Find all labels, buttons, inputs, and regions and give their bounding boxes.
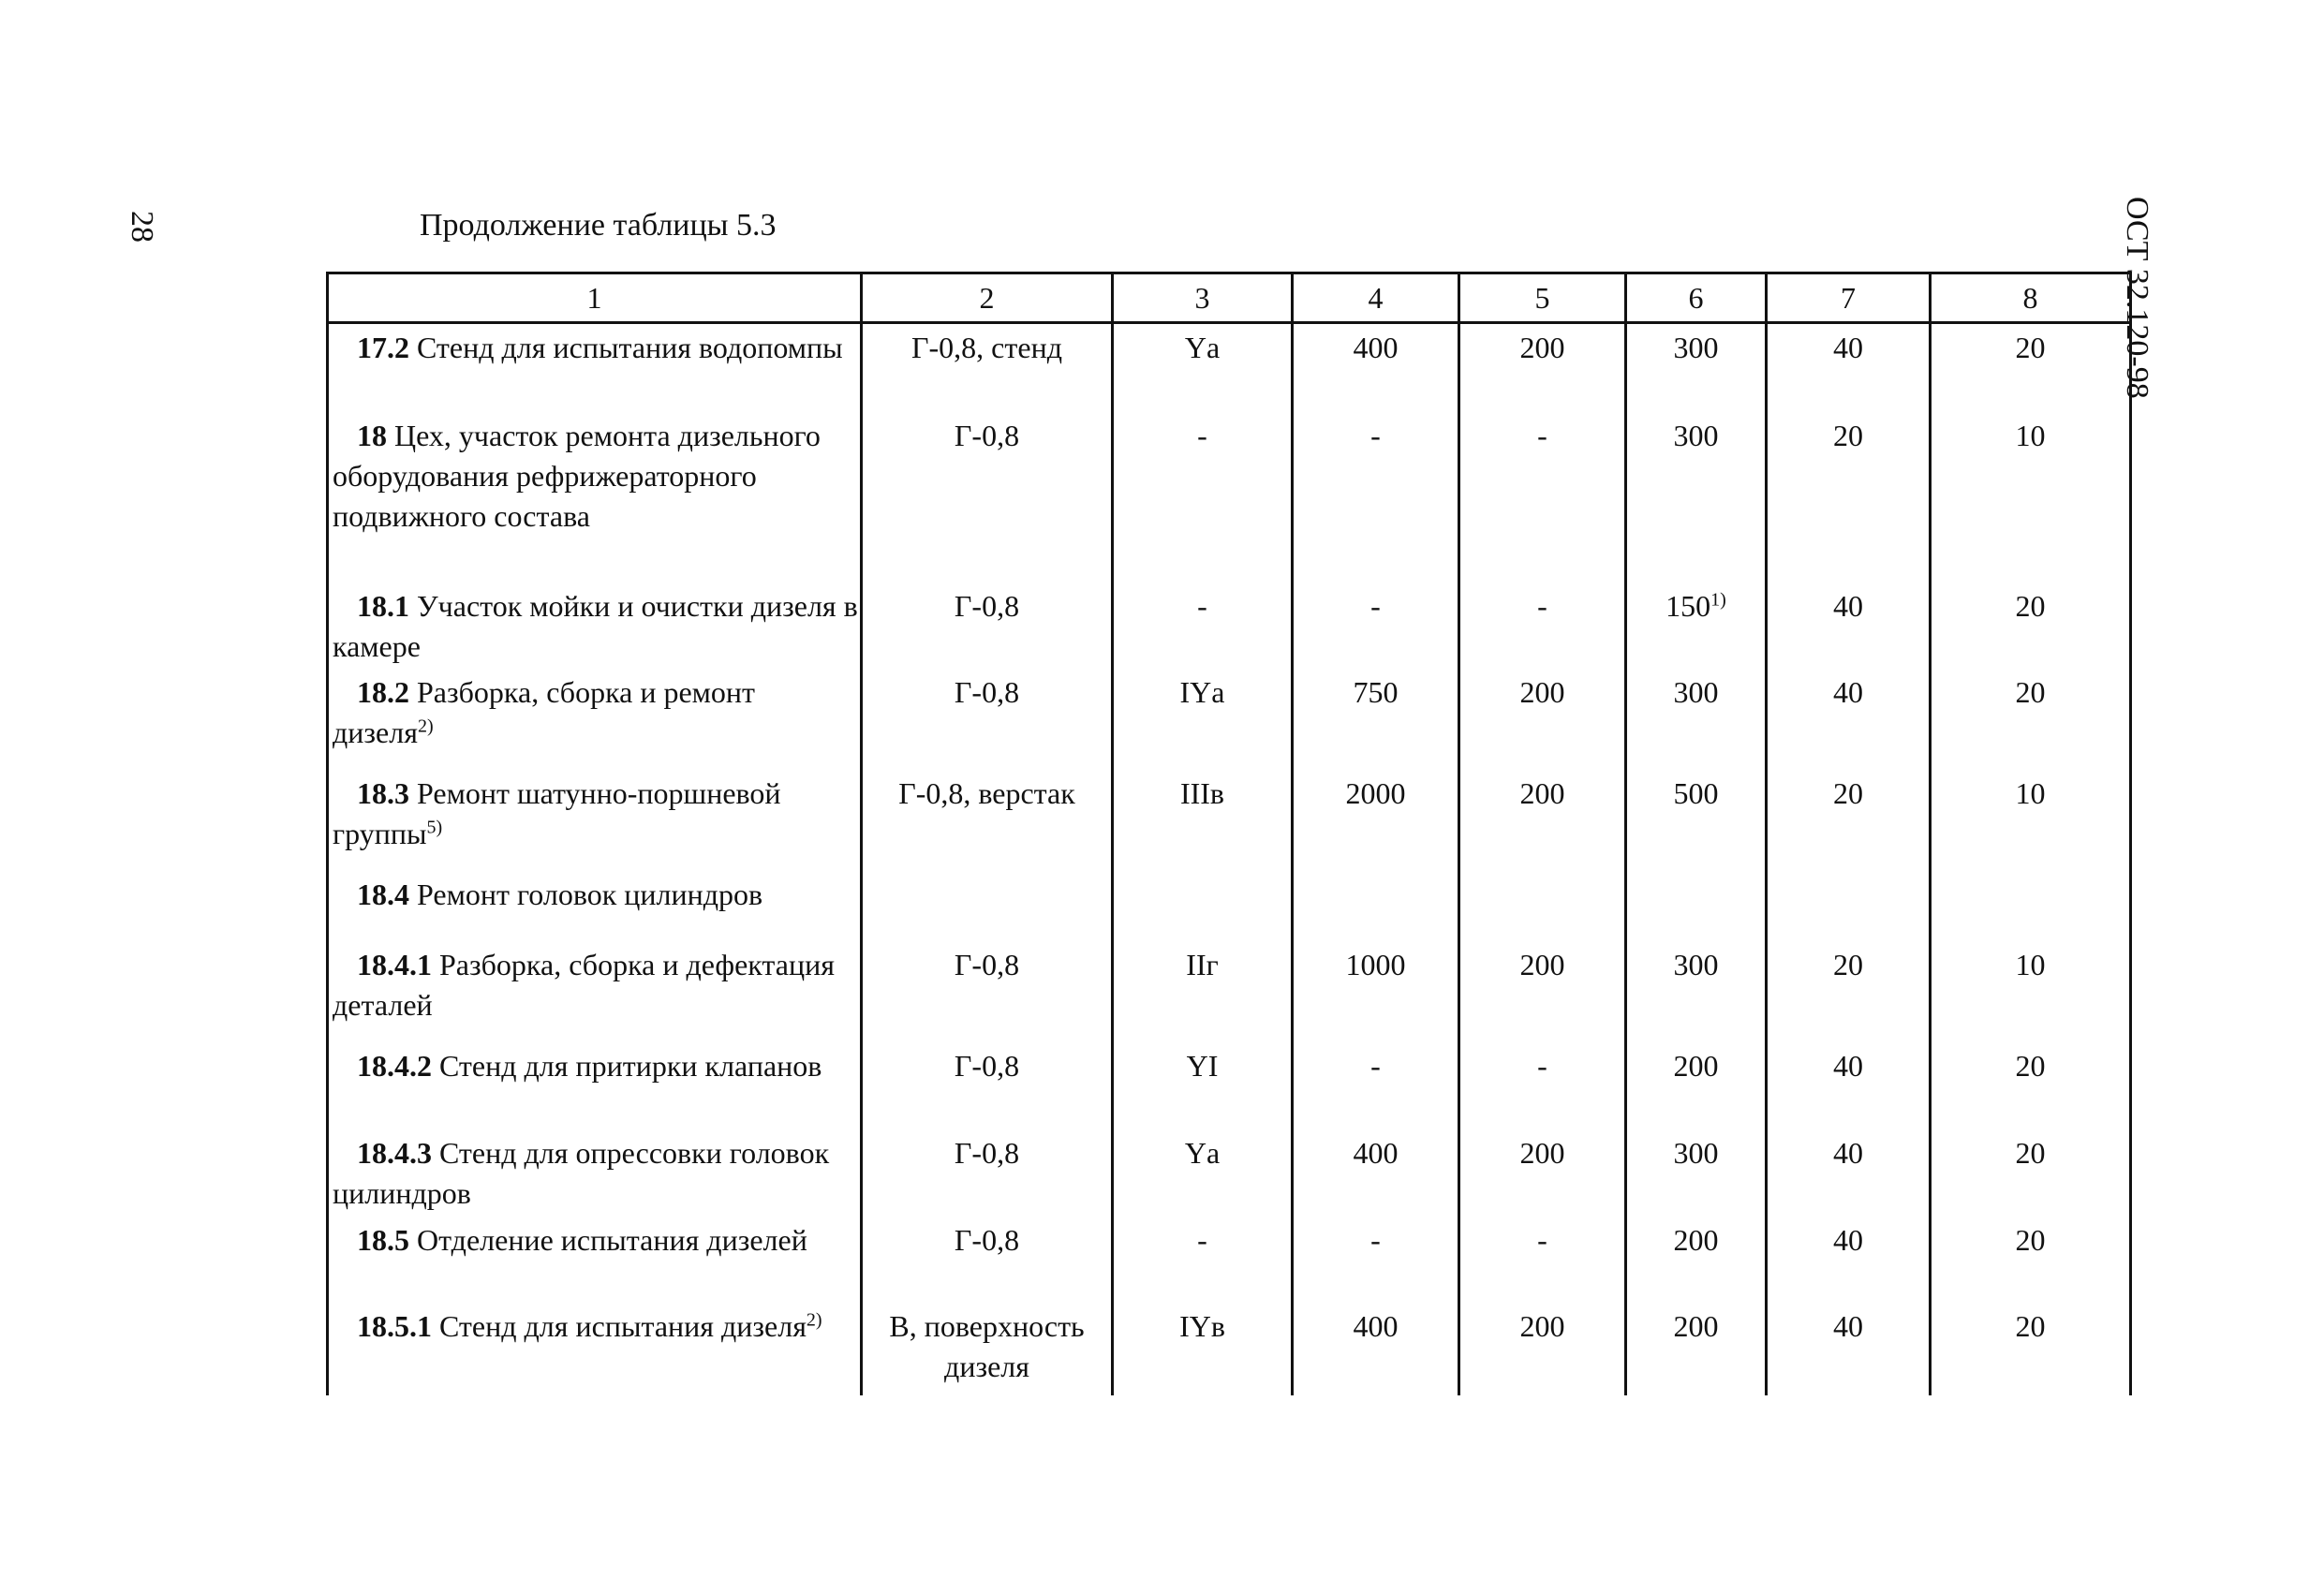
cell: 2000 [1293,770,1459,871]
table-row [328,323,2131,412]
cell: 400 [1293,1303,1459,1396]
row-name-cell [328,1217,862,1303]
cell-value: 300 [1673,674,1719,709]
column-header: 7 [1767,273,1931,323]
row-name-cell [328,871,862,941]
table-header-row [328,273,2131,323]
cell: 40 [1767,323,1931,412]
column-header: 1 [328,273,862,323]
cell: - [1293,1217,1459,1303]
row-title: Ремонт головок цилиндров [417,877,763,911]
cell [1626,669,1767,770]
row-title: Отделение испытания дизелей [417,1222,807,1257]
cell [1626,1129,1767,1217]
table-row [328,1217,2131,1303]
cell: 20 [1931,323,2131,412]
cell-value: 150 [1665,588,1711,623]
cell: 40 [1767,1217,1931,1303]
cell: 40 [1767,1042,1931,1129]
row-number: 17.2 [357,331,409,364]
document-code: ОСТ 32.120-98 [2120,197,2154,399]
row-title: Участок мойки и очистки дизеля в камере [333,588,858,663]
cell: 200 [1459,323,1626,412]
cell: 200 [1459,770,1626,871]
cell: - [1459,1217,1626,1303]
row-number: 18.5.1 [357,1308,432,1343]
row-number: 18.1 [357,588,409,623]
cell: 200 [1459,941,1626,1042]
cell: Г-0,8, верстак [862,770,1113,871]
table-row [328,941,2131,1042]
cell: IIIв [1113,770,1293,871]
lighting-norms-table [326,272,2132,1395]
cell: YI [1113,1042,1293,1129]
cell: Г-0,8 [862,1129,1113,1217]
footnote-ref: 2) [806,1308,822,1330]
cell-value: 300 [1673,1135,1719,1170]
cell [862,871,1113,941]
cell-value: 300 [1673,947,1719,981]
cell: Г-0,8, стенд [862,323,1113,412]
cell: 1000 [1293,941,1459,1042]
cell [1293,871,1459,941]
row-name-cell [328,412,862,583]
cell: В, поверхность дизеля [862,1303,1113,1396]
column-header: 4 [1293,273,1459,323]
cell: 40 [1767,583,1931,669]
column-header: 6 [1626,273,1767,323]
cell: - [1459,412,1626,583]
row-title: Стенд для испытания водопомпы [417,331,843,364]
cell: 40 [1767,1129,1931,1217]
column-header: 8 [1931,273,2131,323]
row-name-cell [328,941,862,1042]
cell: 20 [1931,1129,2131,1217]
row-name-cell [328,1042,862,1129]
cell: Yа [1113,323,1293,412]
cell: Г-0,8 [862,412,1113,583]
row-title: Стенд для испытания дизеля [439,1308,807,1343]
cell: Г-0,8 [862,583,1113,669]
cell: IYа [1113,669,1293,770]
row-title: Ремонт шатунно-поршневой группы [333,775,781,850]
row-number: 18.4.1 [357,947,432,981]
row-name-cell [328,1129,862,1217]
row-title: Стенд для опрессовки головок цилиндров [333,1135,830,1210]
row-number: 18.4.2 [357,1048,432,1083]
cell: 40 [1767,669,1931,770]
row-number: 18 [357,418,387,452]
row-number: 18.3 [357,775,409,810]
cell-value: 200 [1673,1308,1719,1343]
footnote-ref: 5) [426,816,443,837]
table-row [328,871,2131,941]
footnote-ref: 1) [1710,588,1726,610]
row-name-cell [328,770,862,871]
cell: Г-0,8 [862,941,1113,1042]
cell: 20 [1931,1042,2131,1129]
cell: 200 [1459,1129,1626,1217]
cell: 20 [1767,941,1931,1042]
cell [1459,871,1626,941]
table-row [328,1129,2131,1217]
cell [1767,871,1931,941]
column-header: 5 [1459,273,1626,323]
row-name-cell [328,323,862,412]
cell: 200 [1459,1303,1626,1396]
cell: 750 [1293,669,1459,770]
row-number: 18.4.3 [357,1135,432,1170]
cell: 400 [1293,1129,1459,1217]
cell: 20 [1931,1217,2131,1303]
cell: - [1293,583,1459,669]
cell [1626,1303,1767,1396]
row-title: Стенд для притирки клапанов [439,1048,822,1083]
row-number: 18.4 [357,877,409,911]
cell: Г-0,8 [862,1217,1113,1303]
page-number: 28 [125,211,159,243]
cell-value: 500 [1673,775,1719,810]
cell [1626,412,1767,583]
row-number: 18.2 [357,674,409,709]
cell: - [1113,1217,1293,1303]
table-row [328,412,2131,583]
cell: Г-0,8 [862,669,1113,770]
row-name-cell [328,1303,862,1396]
table-row [328,583,2131,669]
cell: IIг [1113,941,1293,1042]
cell: 20 [1931,583,2131,669]
cell: 10 [1931,941,2131,1042]
cell: 20 [1767,412,1931,583]
cell: - [1293,1042,1459,1129]
row-title: Цех, участок ремонта дизельного оборудования рефрижераторного подвижного состава [333,418,821,533]
cell: 40 [1767,1303,1931,1396]
cell: - [1113,583,1293,669]
cell: 20 [1931,669,2131,770]
cell-value: 300 [1673,331,1719,364]
cell: 10 [1931,412,2131,583]
cell-value: 300 [1673,418,1719,452]
cell: Г-0,8 [862,1042,1113,1129]
cell [1626,770,1767,871]
table-row [328,770,2131,871]
cell: 200 [1459,669,1626,770]
cell-value: 200 [1673,1222,1719,1257]
cell [1626,583,1767,669]
cell: - [1459,583,1626,669]
column-header: 3 [1113,273,1293,323]
cell: - [1113,412,1293,583]
table-row [328,1303,2131,1396]
row-name-cell [328,583,862,669]
cell: IYв [1113,1303,1293,1396]
cell: 20 [1767,770,1931,871]
table-row [328,1042,2131,1129]
cell [1626,871,1767,941]
row-title: Разборка, сборка и ремонт дизеля [333,674,756,749]
cell [1626,1042,1767,1129]
cell [1113,871,1293,941]
cell: 400 [1293,323,1459,412]
row-number: 18.5 [357,1222,409,1257]
cell [1626,1217,1767,1303]
column-header: 2 [862,273,1113,323]
cell: - [1459,1042,1626,1129]
cell: Yа [1113,1129,1293,1217]
cell: 10 [1931,770,2131,871]
row-name-cell [328,669,862,770]
table-caption: Продолжение таблицы 5.3 [420,208,777,243]
cell [1626,323,1767,412]
cell-value: 200 [1673,1048,1719,1083]
cell: - [1293,412,1459,583]
table-row [328,669,2131,770]
cell [1931,871,2131,941]
footnote-ref: 2) [417,715,434,736]
cell [1626,941,1767,1042]
row-title: Разборка, сборка и дефектация деталей [333,947,835,1022]
cell: 20 [1931,1303,2131,1396]
